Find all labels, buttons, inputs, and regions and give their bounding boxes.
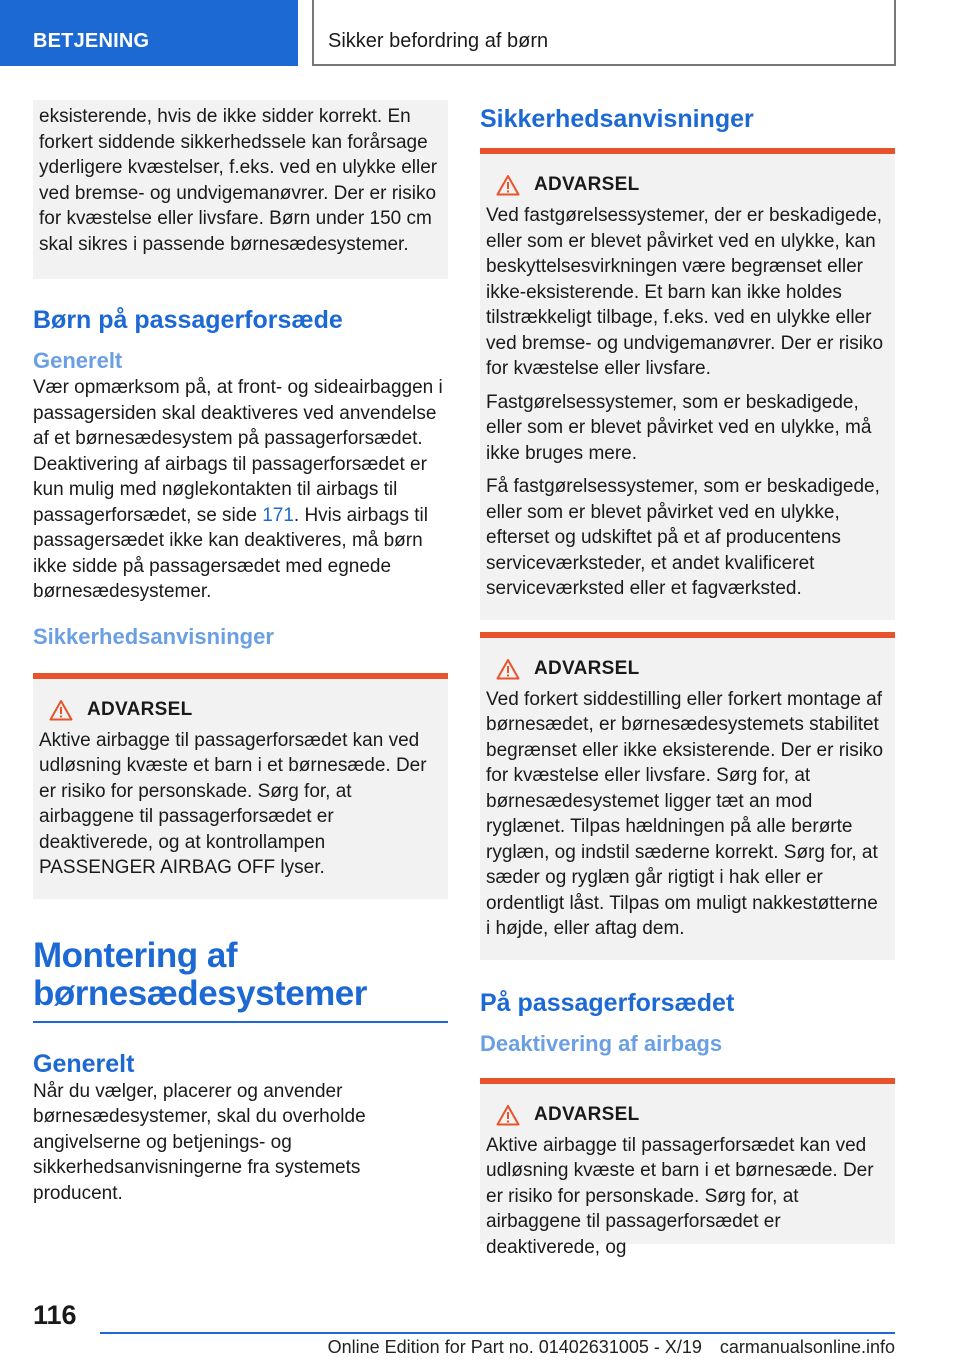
- watermark-text: carmanualsonline.info: [719, 1337, 895, 1357]
- warning-header: [486, 170, 887, 200]
- warning-text-1: Ved fastgørelsessystemer, der er beskadigede, eller som er blevet påvirket ved en ulykke, kan beskyttelsesvirkningen være begrænset eller ikke-eksisterende. Et barn kan ikke holdes tilstrækkeligt tilbage, f.eks. ved en ulykke eller ved bremse- og undvigemanøvrer. Der er risiko for kvæstelse eller livsfare.: [486, 205, 884, 379]
- edition-text: Online Edition for Part no. 01402631005 - X/19: [327, 1337, 702, 1357]
- general-text-end: . Hvis airbags til passagersædet ikke kan deaktiveres, må børn ikke sidde på passagersædet med egnede børnesædesystemer.: [33, 504, 428, 602]
- warning-label: ADVARSEL: [534, 657, 640, 679]
- warning-label: ADVARSEL: [534, 1103, 640, 1125]
- warning-box-airbag-deactivation: [480, 1078, 895, 1258]
- footer-edition: [100, 1337, 895, 1358]
- heading-safety-instructions: Sikkerhedsanvisninger: [480, 105, 754, 133]
- warning-box-seat-position: [480, 632, 895, 960]
- heading-children-front-seat: Børn på passagerforsæde: [33, 306, 343, 334]
- warning-triangle-icon: [49, 699, 73, 721]
- mounting-paragraph: Når du vælger, placerer og anvender børnesædesystemer, skal du overholde angivelserne og betjenings- og sikkerhedsanvisningerne fra systemets producent.: [33, 1080, 366, 1204]
- warning-text-3: Få fastgørelsessystemer, som er beskadigede, eller som er blevet påvirket ved en ulykke, efterset og udskiftet på et af producentens serviceværksteder, et andet kvalificeret serviceværksted eller et fagværksted.: [486, 476, 880, 599]
- subheading-safety-instructions: Sikkerhedsanvisninger: [33, 623, 274, 649]
- heading-general: Generelt: [33, 1049, 135, 1078]
- section-tab: BETJENING: [0, 0, 298, 66]
- warning-triangle-icon: [496, 1104, 520, 1126]
- warning-text: Aktive airbagge til passagerforsædet kan ved udløsning kvæste et barn i et børnesæde. Der er risiko for personskade. Sørg for, at airbaggene til passagerforsædet er deaktiverede, og: [486, 1134, 874, 1258]
- continued-warning-text: eksisterende, hvis de ikke sidder korrekt. En forkert siddende sikkerhedssele kan forårsage yderligere kvæstelser, f.eks. ved en ulykke eller ved bremse- og undvigemanøvrer. Der er risiko for kvæstelse eller livsfare. Børn under 150 cm skal sikres i passende børnesædesystemer.: [39, 106, 438, 255]
- warning-text: Ved forkert siddestilling eller forkert montage af børnesædet, er børnesædesystemets stabilitet begrænset eller ikke eksisterende. Der er risiko for kvæstelse eller livsfare. Sørg for, at børnesædesystemet ligger tæt an mod ryglænet. Tilpas hældningen på alle berørte ryglæn, og indstil sæderne korrekt. Sørg for, at sæder og ryglæn går rigtigt i hak eller er ordentligt låst. Tilpas om muligt nakkestøtterne i højde, eller aftag dem.: [486, 688, 884, 939]
- warning-header: [486, 654, 887, 684]
- subheading-general: Generelt: [33, 348, 123, 373]
- warning-header: [486, 1100, 887, 1130]
- heading-mounting-child-seats: Montering af børnesædesystemer: [33, 937, 448, 1023]
- warning-text: Aktive airbagge til passagerforsædet kan ved udløsning kvæste et barn i et børnesæde. Der er risiko for personskade. Sørg for, at airbaggene til passagerforsædet er deaktiverede, og at kontrollampen PASSENGER AIRBAG OFF lyser.: [39, 729, 427, 878]
- chapter-title: Sikker befordring af børn: [312, 0, 896, 66]
- warning-label: ADVARSEL: [534, 174, 640, 195]
- continued-warning-box: [33, 100, 448, 279]
- general-paragraph: [33, 375, 448, 605]
- footer-divider: [100, 1332, 895, 1334]
- warning-label: ADVARSEL: [87, 698, 193, 720]
- subheading-deactivate-airbags: Deaktivering af airbags: [480, 1030, 723, 1056]
- left-column: [33, 100, 448, 1206]
- right-column: [480, 100, 895, 1258]
- page-number: 116: [33, 1300, 77, 1330]
- warning-box-fastening-systems: [480, 148, 895, 620]
- general-text-start: Vær opmærksom på, at front- og sideairbaggen i passagersiden skal deaktiveres ved anvendelse af et børnesædesystem på passagerforsædet. Deaktivering af airbags til passagerforsædet er kun mulig med nøglekontakten til airbags til passagerforsædet, se side: [33, 377, 443, 526]
- warning-triangle-icon: [496, 658, 520, 680]
- page-link-171[interactable]: 171: [262, 504, 294, 526]
- heading-on-passenger-seat: På passagerforsædet: [480, 988, 735, 1017]
- warning-triangle-icon: [496, 174, 520, 196]
- warning-header: [39, 695, 440, 725]
- warning-box-airbag: [33, 673, 448, 899]
- warning-text-2: Fastgørelsessystemer, som er beskadigede, eller som er blevet påvirket ved en ulykke, må ikke bruges mere.: [486, 391, 872, 464]
